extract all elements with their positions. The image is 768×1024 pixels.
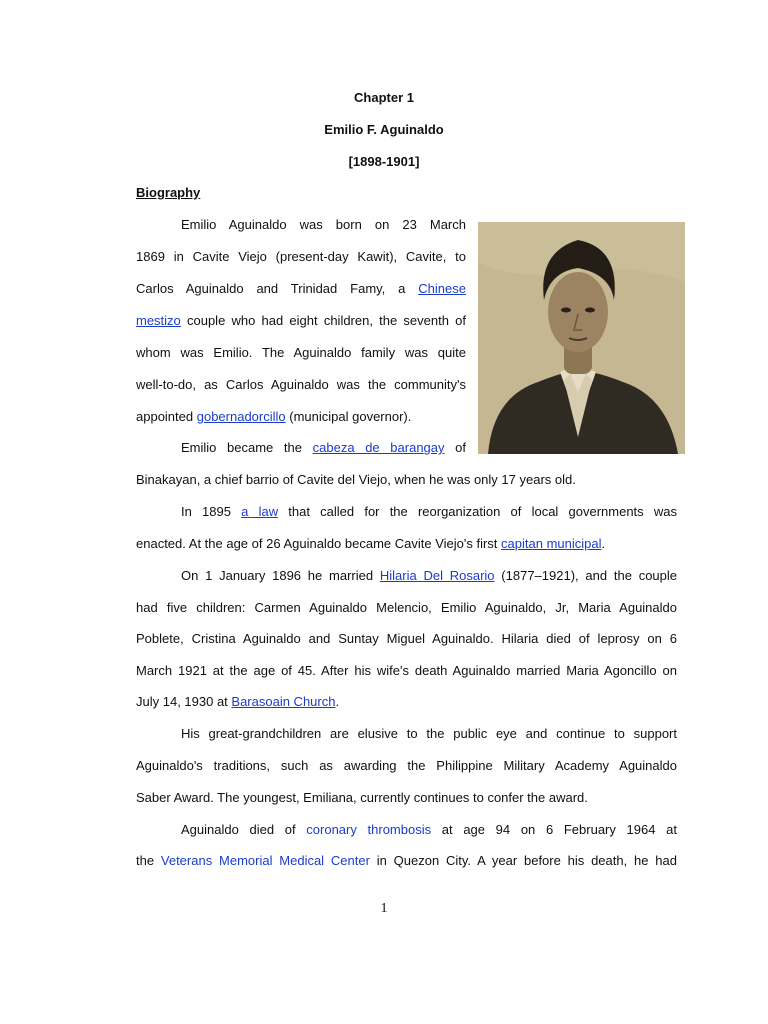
term-years: [1898-1901] (348, 154, 420, 169)
text-line: His great-grandchildren are elusive to the public eye and continue to support (181, 726, 677, 741)
text-line: whom was Emilio. The Aguinaldo family was quite (136, 345, 466, 360)
text-line: March 1921 at the age of 45. After his wife's death Aguinaldo married Maria Agoncillo on (136, 663, 677, 678)
text-line: July 14, 1930 at Barasoain Church. (136, 694, 340, 709)
text-line: enacted. At the age of 26 Aguinaldo became Cavite Viejo's first capitan municipal. (136, 536, 606, 551)
text-line: Carlos Aguinaldo and Trinidad Famy, a Chinese (136, 281, 466, 296)
biography-heading: Biography (136, 185, 201, 200)
mestizo-link[interactable]: mestizo (136, 313, 181, 328)
text-line: On 1 January 1896 he married Hilaria Del Rosario (1877–1921), and the couple (181, 568, 677, 583)
hilaria-del-rosario-link[interactable]: Hilaria Del Rosario (379, 568, 495, 583)
text-line: In 1895 a law that called for the reorganization of local governments was (181, 504, 677, 519)
text-line: appointed gobernadorcillo (municipal governor). (136, 409, 412, 424)
text-line: Emilio Aguinaldo was born on 23 March (181, 217, 466, 232)
veterans-memorial-link[interactable]: Veterans Memorial Medical Center (160, 853, 370, 868)
text-line: Poblete, Cristina Aguinaldo and Suntay Miguel Aguinaldo. Hilaria died of leprosy on 6 (136, 631, 677, 646)
text-line: had five children: Carmen Aguinaldo Melencio, Emilio Aguinaldo, Jr, Maria Aguinaldo (136, 600, 677, 615)
text-line: Binakayan, a chief barrio of Cavite del Viejo, when he was only 17 years old. (136, 472, 576, 487)
chapter-title: Chapter 1 (354, 90, 414, 105)
portrait-photo (478, 222, 685, 454)
text-line: Emilio became the cabeza de barangay of (181, 440, 466, 455)
text-line: the Veterans Memorial Medical Center in Quezon City. A year before his death, he had (136, 853, 677, 868)
a-law-link[interactable]: a law (241, 504, 279, 519)
text-line: Aguinaldo died of coronary thrombosis at age 94 on 6 February 1964 at (181, 822, 677, 837)
chinese-mestizo-link[interactable]: Chinese (418, 281, 466, 296)
text-line: Aguinaldo's traditions, such as awarding the Philippine Military Academy Aguinaldo (136, 758, 677, 773)
capitan-municipal-link[interactable]: capitan municipal (501, 536, 602, 551)
barasoain-church-link[interactable]: Barasoain Church (231, 694, 336, 709)
cabeza-de-barangay-link[interactable]: cabeza de barangay (312, 440, 445, 455)
text-line: mestizo couple who had eight children, the seventh of (136, 313, 466, 328)
text-line: 1869 in Cavite Viejo (present-day Kawit), Cavite, to (136, 249, 466, 264)
president-name: Emilio F. Aguinaldo (324, 122, 444, 137)
gobernadorcillo-link[interactable]: gobernadorcillo (196, 409, 286, 424)
text-line: well-to-do, as Carlos Aguinaldo was the community's (136, 377, 466, 392)
coronary-thrombosis-link[interactable]: coronary thrombosis (306, 822, 432, 837)
text-line: Saber Award. The youngest, Emiliana, currently continues to confer the award. (136, 790, 588, 805)
page-number: 1 (380, 901, 388, 916)
